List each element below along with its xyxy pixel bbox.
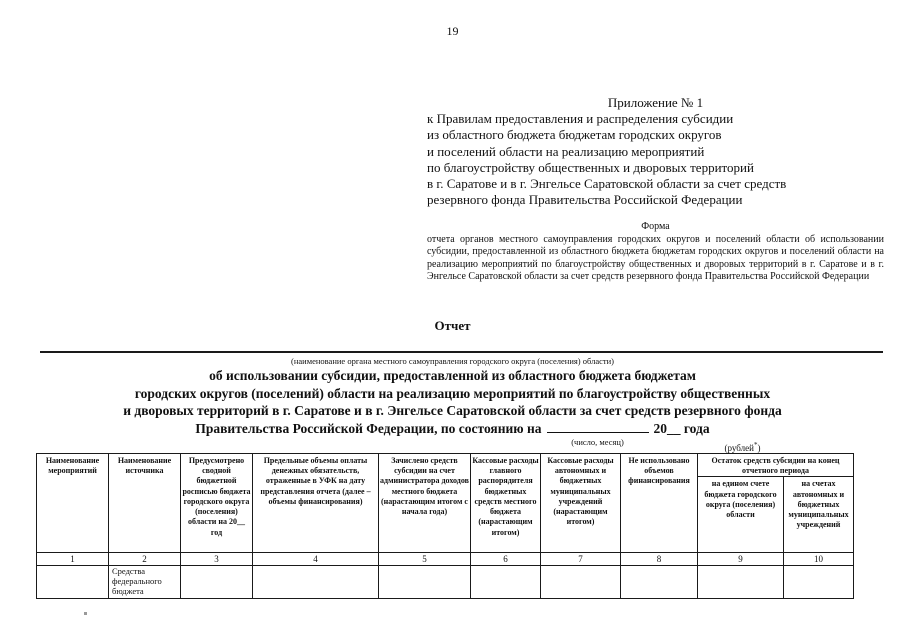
column-number-row	[37, 553, 854, 566]
header-group-cell: Остаток средств субсидии на конец отчетного периода	[698, 454, 854, 477]
units-note	[690, 441, 795, 453]
number-cell-8: 8	[621, 553, 698, 566]
appendix-title: Приложение № 1	[607, 95, 704, 110]
date-line-prefix: Правительства Российской Федерации, по состоянию на	[195, 420, 542, 436]
data-cell-10	[784, 566, 854, 598]
number-cell-6: 6	[471, 553, 541, 566]
form-block	[427, 221, 884, 284]
org-name-caption: (наименование органа местного самоуправления городского округа (поселения) области)	[291, 356, 614, 366]
report-title: Отчет	[434, 318, 471, 333]
header-cell-8: Не использовано объемов финансирования	[621, 454, 698, 553]
number-cell-2: 2	[109, 553, 181, 566]
data-cell-7	[541, 566, 621, 598]
page-number: 19	[446, 24, 459, 38]
units-text-close: )	[757, 443, 761, 453]
scan-artifact-dot	[84, 612, 87, 615]
appendix-line: резервного фонда Правительства Российской Федерации	[427, 192, 743, 208]
number-cell-3: 3	[181, 553, 253, 566]
data-cell-6	[471, 566, 541, 598]
form-label: Форма	[641, 221, 670, 232]
header-cell-9: на едином счете бюджета городского округа (поселения) области	[698, 477, 784, 553]
header-cell-5: Зачислено средств субсидии на счет администратора доходов местного бюджета (нарастающим итогом с начала года)	[379, 454, 471, 553]
date-caption: (число, месяц)	[571, 436, 624, 447]
org-name-blank-line	[40, 351, 883, 353]
header-cell-1: Наименование мероприятий	[37, 454, 109, 553]
appendix-line: к Правилам предоставления и распределения субсидии	[427, 111, 734, 127]
data-cell-1	[37, 566, 109, 598]
report-table	[36, 453, 854, 599]
header-cell-2: Наименование источника	[109, 454, 181, 553]
appendix-line: из областного бюджета бюджетам городских округов	[427, 127, 722, 143]
number-cell-5: 5	[379, 553, 471, 566]
subtitle-line: об использовании субсидии, предоставленной из областного бюджета бюджетам	[209, 368, 696, 383]
appendix-line: в г. Саратове и в г. Энгельсе Саратовской области за счет средств	[427, 176, 787, 192]
table-header-row	[37, 454, 854, 477]
data-cell-9	[698, 566, 784, 598]
header-cell-3: Предусмотрено сводной бюджетной росписью бюджета городского округа (поселения) области на 20__ год	[181, 454, 253, 553]
appendix-line: по благоустройству общественных и дворовых территорий	[427, 159, 754, 175]
table-data-row	[37, 566, 854, 598]
number-cell-7: 7	[541, 553, 621, 566]
data-cell-5	[379, 566, 471, 598]
header-cell-4: Предельные объемы оплаты денежных обязательств, отраженные в УФК на дату представления отчета (далее – объемы финансирования)	[253, 454, 379, 553]
report-subtitle	[45, 367, 860, 447]
header-cell-10: на счетах автономных и бюджетных муниципальных учреждений	[784, 477, 854, 553]
header-cell-7: Кассовые расходы автономных и бюджетных муниципальных учреждений (нарастающим итогом)	[541, 454, 621, 553]
date-line	[45, 420, 860, 447]
subtitle-line: городских округов (поселений) области на реализацию мероприятий по благоустройству общественных	[134, 385, 771, 401]
appendix-line: и поселений области на реализацию мероприятий	[427, 143, 705, 159]
number-cell-9: 9	[698, 553, 784, 566]
appendix-block	[427, 95, 884, 208]
date-line-year: 20__ года	[653, 420, 710, 436]
form-body-text: отчета органов местного самоуправления городских округов и поселений области об использовании субсидии, предоставленной из областного бюджета бюджетам городских округов и поселений области на реализацию мероприятий по благоустройству общественных и дворовых территорий в г. Саратове и в г. Энгельсе Саратовской области за счет средств резервного фонда Правительства Российской Федерации	[427, 233, 884, 283]
number-cell-10: 10	[784, 553, 854, 566]
number-cell-1: 1	[37, 553, 109, 566]
data-cell-3	[181, 566, 253, 598]
units-text: (рублей	[724, 443, 754, 453]
data-cell-8	[621, 566, 698, 598]
date-blank-field	[547, 420, 649, 447]
data-cell-2: Средства федерального бюджета	[109, 566, 181, 598]
header-cell-6: Кассовые расходы главного распорядителя бюджетных средств местного бюджета (нарастающим итогом)	[471, 454, 541, 553]
units-footnote-asterisk: *	[753, 441, 758, 449]
number-cell-4: 4	[253, 553, 379, 566]
subtitle-line: и дворовых территорий в г. Саратове и в г. Энгельсе Саратовской области за счет средств резервного фонда	[123, 403, 782, 418]
data-cell-4	[253, 566, 379, 598]
